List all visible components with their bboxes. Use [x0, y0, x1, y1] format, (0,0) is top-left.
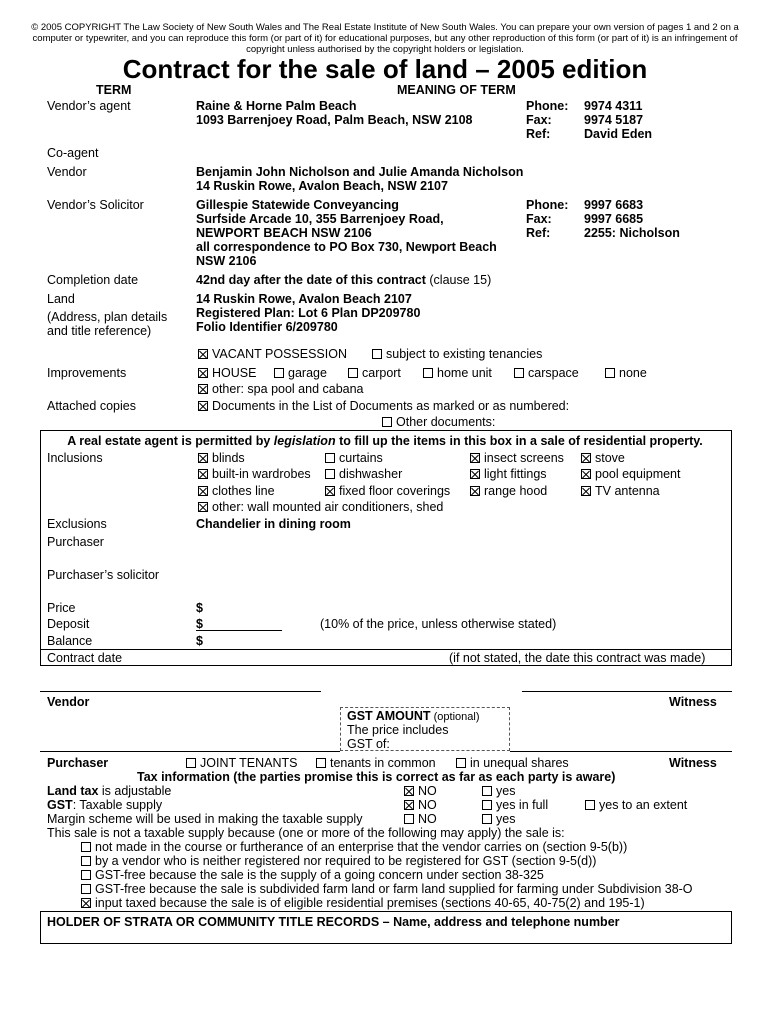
margin-yes[interactable]: yes [482, 812, 515, 826]
vendor-witness-label: Witness [669, 695, 717, 709]
gst-no[interactable]: NO [404, 798, 437, 812]
home-unit-option[interactable]: home unit [423, 366, 492, 380]
vacant-possession-option[interactable]: VACANT POSSESSION [198, 347, 347, 361]
improvements-label: Improvements [47, 366, 127, 380]
reason-going-concern[interactable]: GST-free because the sale is the supply of a going concern under section 38-325 [81, 868, 544, 882]
gst-yes-extent[interactable]: yes to an extent [585, 798, 687, 812]
inclusion-curtains[interactable]: curtains [325, 451, 383, 465]
meaning-header: MEANING OF TERM [397, 83, 516, 97]
empty-box-icon[interactable] [482, 786, 492, 796]
inclusion-pool-equipment[interactable]: pool equipment [581, 467, 680, 481]
agent-ref: David Eden [584, 127, 653, 141]
house-option[interactable]: HOUSE [198, 366, 256, 380]
completion-value: 42nd day after the date of this contract (clause 15) [196, 273, 492, 287]
vendors-agent-name: Raine & Horne Palm Beach [196, 99, 357, 113]
inclusion-other[interactable]: other: wall mounted air conditioners, shed [198, 500, 443, 514]
checked-box-icon[interactable] [198, 502, 208, 512]
solicitor-line5: NSW 2106 [196, 254, 257, 268]
vendor-signature-label: Vendor [47, 695, 90, 709]
land-sublabel-1: (Address, plan details [47, 310, 168, 324]
checked-box-icon[interactable] [325, 486, 335, 496]
inclusion-range-hood[interactable]: range hood [470, 484, 547, 498]
solicitor-line2: Surfside Arcade 10, 355 Barrenjoey Road, [196, 212, 444, 226]
empty-box-icon[interactable] [348, 368, 358, 378]
holder-heading: HOLDER OF STRATA OR COMMUNITY TITLE RECORDS – Name, address and telephone number [47, 915, 620, 929]
empty-box-icon[interactable] [316, 758, 326, 768]
not-taxable-intro: This sale is not a taxable supply because (one or more of the following may apply) the sale is: [47, 826, 565, 840]
checked-box-icon[interactable] [198, 486, 208, 496]
deposit-note: (10% of the price, unless otherwise stated) [320, 617, 557, 631]
agent-fax-label: Fax: [526, 113, 552, 127]
none-option[interactable]: none [605, 366, 647, 380]
vendors-agent-address: 1093 Barrenjoey Road, Palm Beach, NSW 2108 [196, 113, 473, 127]
vendors-agent-label: Vendor’s agent [47, 99, 131, 113]
carport-option[interactable]: carport [348, 366, 401, 380]
deposit-value: $ [196, 617, 203, 631]
solicitor-line3: NEWPORT BEACH NSW 2106 [196, 226, 372, 240]
reason-input-taxed[interactable]: input taxed because the sale is of eligible residential premises (sections 40-65, 40-75(2) and 195-1) [81, 896, 645, 910]
empty-box-icon[interactable] [404, 814, 414, 824]
solicitor-ref-label: Ref: [526, 226, 551, 240]
agent-box-heading: A real estate agent is permitted by legislation to fill up the items in this box in a sale of residential property. [67, 434, 703, 448]
empty-box-icon[interactable] [81, 870, 91, 880]
contract-date-divider [40, 649, 732, 650]
gst-amount-heading: GST AMOUNT (optional) [347, 709, 480, 723]
purchaser-witness-line[interactable] [510, 751, 732, 752]
carspace-option[interactable]: carspace [514, 366, 579, 380]
land-plan: Registered Plan: Lot 6 Plan DP209780 [196, 306, 421, 320]
checked-box-icon[interactable] [581, 453, 591, 463]
garage-option[interactable]: garage [274, 366, 327, 380]
solicitor-fax-label: Fax: [526, 212, 552, 226]
vendor-address: 14 Ruskin Rowe, Avalon Beach, NSW 2107 [196, 179, 448, 193]
unequal-shares-option[interactable]: in unequal shares [456, 756, 569, 770]
empty-box-icon[interactable] [382, 417, 392, 427]
vendor-signature-line[interactable] [40, 691, 321, 692]
copyright-notice: © 2005 COPYRIGHT The Law Society of New South Wales and The Real Estate Institute of New South Wales. You can prepare your own version of pages 1 and 2 on a computer or typewriter, and you can reproduce this form (or part of it) for educational purposes, but any other reproduction of this form (or part of it) is an infringement of copyright unless authorised by the copyright holders or legislation. [31, 22, 739, 55]
inclusion-insect-screens[interactable]: insect screens [470, 451, 564, 465]
reason-not-enterprise[interactable]: not made in the course or furtherance of an enterprise that the vendor carries on (section 9-5(b)) [81, 840, 627, 854]
vendor-witness-line[interactable] [522, 691, 732, 692]
inclusion-light-fittings[interactable]: light fittings [470, 467, 547, 481]
reason-farm-land[interactable]: GST-free because the sale is subdivided farm land or farm land supplied for farming under Subdivision 38-O [81, 882, 693, 896]
vendors-solicitor-label: Vendor’s Solicitor [47, 198, 144, 212]
attached-copies-label: Attached copies [47, 399, 136, 413]
tax-heading: Tax information (the parties promise this is correct as far as each party is aware) [137, 770, 616, 784]
purchaser-signature-line[interactable] [40, 751, 340, 752]
checked-box-icon[interactable] [581, 486, 591, 496]
empty-box-icon[interactable] [325, 469, 335, 479]
checked-box-icon[interactable] [198, 453, 208, 463]
gst-price-includes: The price includes [347, 723, 449, 737]
inclusion-blinds[interactable]: blinds [198, 451, 245, 465]
empty-box-icon[interactable] [514, 368, 524, 378]
inclusions-label: Inclusions [47, 451, 103, 465]
inclusion-stove[interactable]: stove [581, 451, 625, 465]
solicitor-line1: Gillespie Statewide Conveyancing [196, 198, 399, 212]
land-tax-no[interactable]: NO [404, 784, 437, 798]
empty-box-icon[interactable] [274, 368, 284, 378]
tenancies-option[interactable]: subject to existing tenancies [372, 347, 542, 361]
documents-option[interactable]: Documents in the List of Documents as marked or as numbered: [198, 399, 569, 413]
vendor-label: Vendor [47, 165, 87, 179]
exclusions-label: Exclusions [47, 517, 107, 531]
gst-label: GST: Taxable supply [47, 798, 163, 812]
land-address: 14 Ruskin Rowe, Avalon Beach 2107 [196, 292, 412, 306]
checked-box-icon[interactable] [198, 349, 208, 359]
land-folio: Folio Identifier 6/209780 [196, 320, 338, 334]
reason-not-registered[interactable]: by a vendor who is neither registered nor required to be registered for GST (section 9-5(d)) [81, 854, 596, 868]
checked-box-icon[interactable] [198, 384, 208, 394]
empty-box-icon[interactable] [423, 368, 433, 378]
document-title: Contract for the sale of land – 2005 edition [122, 54, 648, 84]
inclusion-clothes-line[interactable]: clothes line [198, 484, 275, 498]
balance-label: Balance [47, 634, 93, 648]
solicitor-fax: 9997 6685 [584, 212, 644, 226]
purchaser-witness-label: Witness [669, 756, 717, 770]
land-label: Land [47, 292, 75, 306]
checked-box-icon[interactable] [581, 469, 591, 479]
agent-fax: 9974 5187 [584, 113, 644, 127]
empty-box-icon[interactable] [186, 758, 196, 768]
checked-box-icon[interactable] [198, 401, 208, 411]
gst-of: GST of: [347, 737, 390, 751]
solicitor-line4: all correspondence to PO Box 730, Newport Beach [196, 240, 497, 254]
land-tax-label: Land tax is adjustable [47, 784, 172, 798]
price-label: Price [47, 601, 76, 615]
inclusion-wardrobes[interactable]: built-in wardrobes [198, 467, 311, 481]
purchaser-label: Purchaser [47, 535, 104, 549]
empty-box-icon[interactable] [372, 349, 382, 359]
solicitor-phone: 9997 6683 [584, 198, 644, 212]
empty-box-icon[interactable] [325, 453, 335, 463]
checked-box-icon[interactable] [404, 786, 414, 796]
exclusions-value: Chandelier in dining room [196, 517, 351, 531]
checked-box-icon[interactable] [404, 800, 414, 810]
purchaser-solicitor-label: Purchaser’s solicitor [47, 568, 160, 582]
purchaser-signature-label: Purchaser [47, 756, 109, 770]
checked-box-icon[interactable] [470, 453, 480, 463]
empty-box-icon[interactable] [482, 800, 492, 810]
empty-box-icon[interactable] [585, 800, 595, 810]
checked-box-icon[interactable] [470, 469, 480, 479]
other-improvements-option[interactable]: other: spa pool and cabana [198, 382, 364, 396]
deposit-underline [196, 630, 282, 631]
contract-date-note: (if not stated, the date this contract was made) [449, 651, 706, 665]
vendor-names: Benjamin John Nicholson and Julie Amanda Nicholson [196, 165, 524, 179]
co-agent-label: Co-agent [47, 146, 99, 160]
balance-value: $ [196, 634, 203, 648]
inclusion-tv-antenna[interactable]: TV antenna [581, 484, 660, 498]
checked-box-icon[interactable] [81, 898, 91, 908]
land-sublabel-2: and title reference) [47, 324, 152, 338]
agent-ref-label: Ref: [526, 127, 551, 141]
price-value: $ [196, 601, 203, 615]
checked-box-icon[interactable] [198, 368, 208, 378]
empty-box-icon[interactable] [81, 884, 91, 894]
inclusion-dishwasher[interactable]: dishwasher [325, 467, 402, 481]
deposit-label: Deposit [47, 617, 90, 631]
contract-date-label: Contract date [47, 651, 123, 665]
land-tax-yes[interactable]: yes [482, 784, 515, 798]
other-documents-option[interactable]: Other documents: [382, 415, 495, 429]
empty-box-icon[interactable] [456, 758, 466, 768]
completion-label: Completion date [47, 273, 139, 287]
gst-yes-full[interactable]: yes in full [482, 798, 548, 812]
agent-phone: 9974 4311 [584, 99, 643, 113]
margin-scheme-label: Margin scheme will be used in making the taxable supply [47, 812, 363, 826]
tenants-in-common-option[interactable]: tenants in common [316, 756, 436, 770]
checked-box-icon[interactable] [198, 469, 208, 479]
inclusion-floor-coverings[interactable]: fixed floor coverings [325, 484, 450, 498]
agent-phone-label: Phone: [526, 99, 569, 113]
solicitor-ref: 2255: Nicholson [584, 226, 680, 240]
empty-box-icon[interactable] [81, 842, 91, 852]
solicitor-phone-label: Phone: [526, 198, 569, 212]
empty-box-icon[interactable] [605, 368, 615, 378]
empty-box-icon[interactable] [482, 814, 492, 824]
term-header: TERM [96, 83, 132, 97]
empty-box-icon[interactable] [81, 856, 91, 866]
joint-tenants-option[interactable]: JOINT TENANTS [186, 756, 297, 770]
checked-box-icon[interactable] [470, 486, 480, 496]
margin-no[interactable]: NO [404, 812, 437, 826]
